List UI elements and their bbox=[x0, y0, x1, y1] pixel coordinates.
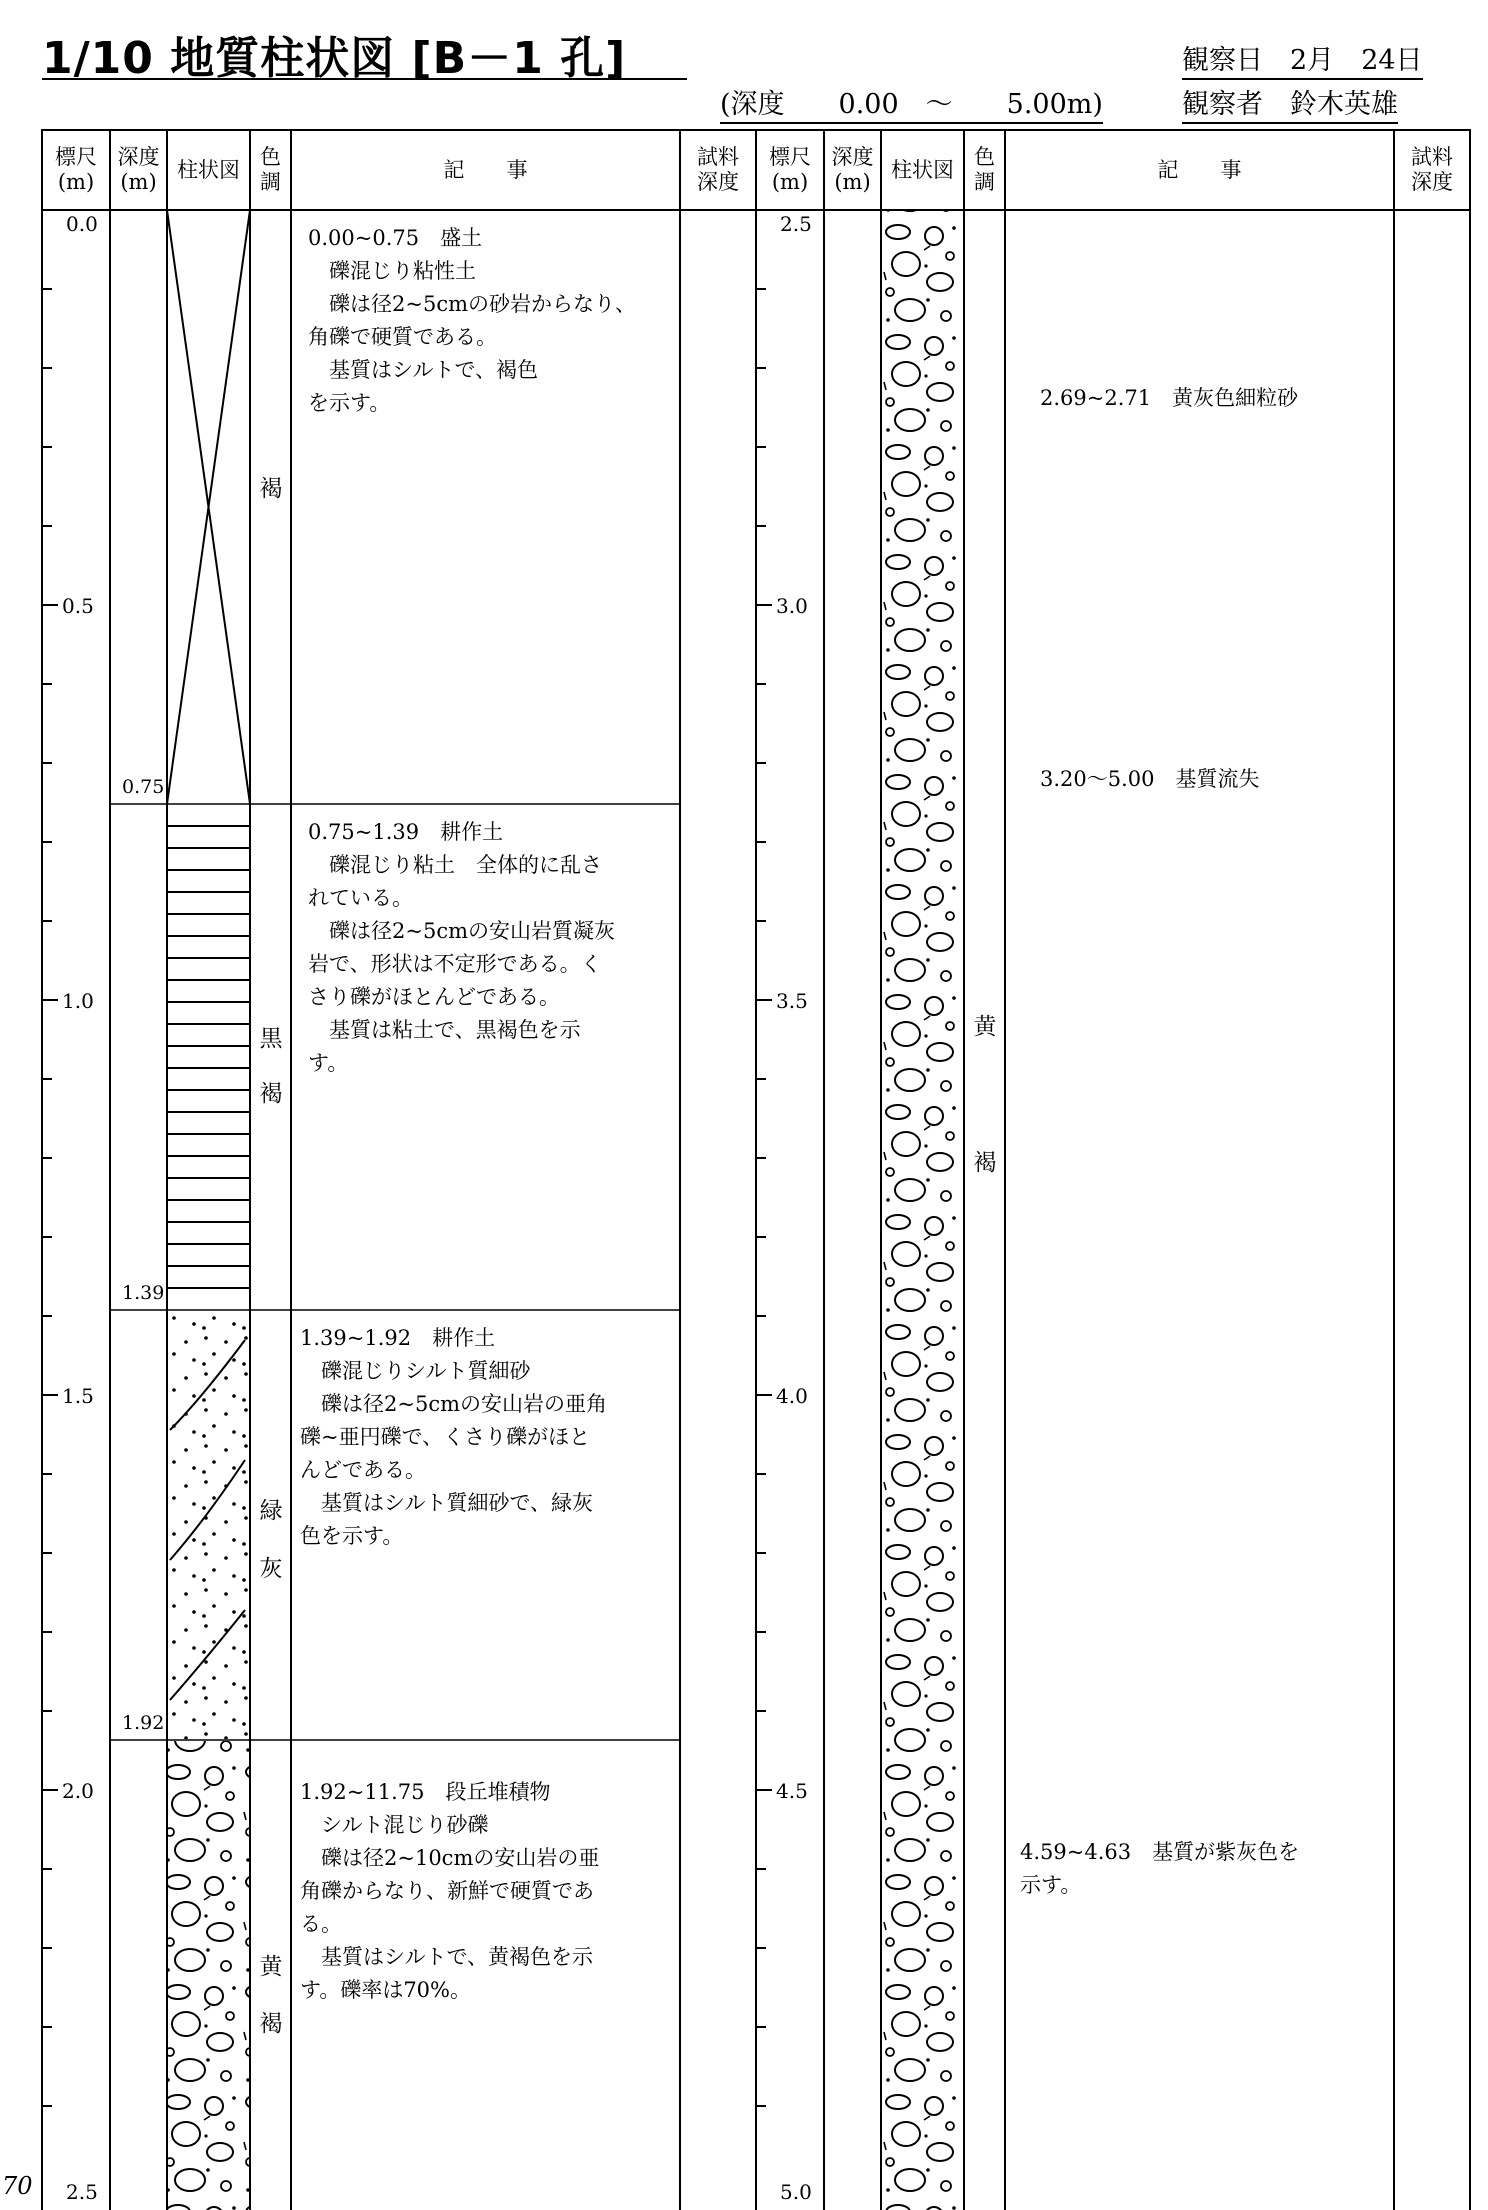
layer-depth-label: 1.39 bbox=[122, 1282, 165, 1304]
header-record-right: 記 事 bbox=[1157, 157, 1242, 182]
header-scale-right: 標尺 (m) bbox=[769, 145, 811, 194]
scale-label: 1.5 bbox=[62, 1384, 94, 1408]
header-record-left: 記 事 bbox=[443, 157, 528, 182]
observer: 観察者 鈴木英雄 bbox=[1182, 82, 1398, 121]
fill-symbol-x bbox=[167, 210, 250, 804]
scale-label: 0.0 bbox=[66, 212, 98, 236]
header-sample-left: 試料 深度 bbox=[697, 145, 739, 194]
scale-ticks-left bbox=[42, 289, 58, 2106]
scale-label: 2.0 bbox=[62, 1779, 94, 1803]
observation-depth-range: (深度 0.00 ～ 5.00m) bbox=[720, 82, 1103, 121]
scale-label: 3.0 bbox=[776, 594, 808, 618]
scale-label: 5.0 bbox=[780, 2180, 812, 2204]
gravel-symbol-right bbox=[882, 211, 963, 2210]
header-scale-left: 標尺 (m) bbox=[55, 145, 97, 194]
header-depth-right: 深度 (m) bbox=[831, 145, 874, 194]
header-color-right: 色 調 bbox=[974, 145, 995, 194]
layer-record: 1.92~11.75 段丘堆積物 シルト混じり砂礫 礫は径2~10cmの安山岩の亜 角礫からなり、新鮮で硬質であ る。 基質はシルトで、黄褐色を示 す。礫率は70%。 bbox=[300, 1780, 600, 2002]
header-column-left: 柱状図 bbox=[177, 157, 240, 182]
scale-label: 1.0 bbox=[62, 989, 94, 1013]
layer-record: 0.75~1.39 耕作土 礫混じり粘土 全体的に乱さ れている。 礫は径2~5cmの安山岩質凝灰 岩で、形状は不定形である。く さり礫がほとんどである。 基質は粘土で、黒褐色を示 す。 bbox=[308, 820, 615, 1075]
record-note: 2.69~2.71 黄灰色細粒砂 bbox=[1040, 386, 1299, 410]
page-title: 1/10 地質柱状図 [B－1 孔] bbox=[42, 33, 627, 84]
layer-depth-label: 0.75 bbox=[122, 776, 165, 798]
header-sample-right: 試料 深度 bbox=[1411, 145, 1453, 194]
layer-color: 褐 bbox=[259, 476, 283, 502]
layer-record: 0.00~0.75 盛土 礫混じり粘性土 礫は径2~5cmの砂岩からなり、 角礫で硬質である。 基質はシルトで、褐色 を示す。 bbox=[308, 226, 636, 415]
scale-label: 4.5 bbox=[776, 1779, 808, 1803]
layer-color: 褐 bbox=[259, 2011, 283, 2037]
observation-date: 観察日 2月 24日 bbox=[1182, 38, 1423, 77]
header-column-right: 柱状図 bbox=[891, 157, 954, 182]
scale-label: 3.5 bbox=[776, 989, 808, 1013]
gravel-symbol-left bbox=[168, 1741, 249, 2210]
margin-note: 70 bbox=[2, 2172, 33, 2200]
layer-color: 灰 bbox=[259, 1556, 283, 1582]
record-note: 4.59~4.63 基質が紫灰色を 示す。 bbox=[1020, 1840, 1300, 1897]
layer-color: 褐 bbox=[973, 1150, 997, 1176]
layer-depth-label: 1.92 bbox=[122, 1712, 165, 1734]
scale-label: 2.5 bbox=[66, 2180, 98, 2204]
silty-sand-symbol bbox=[168, 1311, 249, 1739]
scale-label: 0.5 bbox=[62, 594, 94, 618]
clay-symbol-lines bbox=[167, 826, 250, 1288]
scale-ticks-right bbox=[756, 289, 772, 2106]
header-depth-left: 深度 (m) bbox=[117, 145, 160, 194]
layer-color: 緑 bbox=[259, 1498, 283, 1524]
layer-record: 1.39~1.92 耕作土 礫混じりシルト質細砂 礫は径2~5cmの安山岩の亜角 礫~亜円礫で、くさり礫がほと んどである。 基質はシルト質細砂で、緑灰 色を示す。 bbox=[300, 1326, 607, 1548]
scale-label: 2.5 bbox=[780, 212, 812, 236]
layer-color: 黄 bbox=[973, 1014, 997, 1040]
layer-color: 褐 bbox=[259, 1081, 283, 1107]
layer-color: 黄 bbox=[259, 1954, 283, 1980]
layer-color: 黒 bbox=[259, 1026, 283, 1052]
scale-label: 4.0 bbox=[776, 1384, 808, 1408]
record-note: 3.20～5.00 基質流失 bbox=[1040, 767, 1260, 791]
header-color-left: 色 調 bbox=[260, 145, 281, 194]
